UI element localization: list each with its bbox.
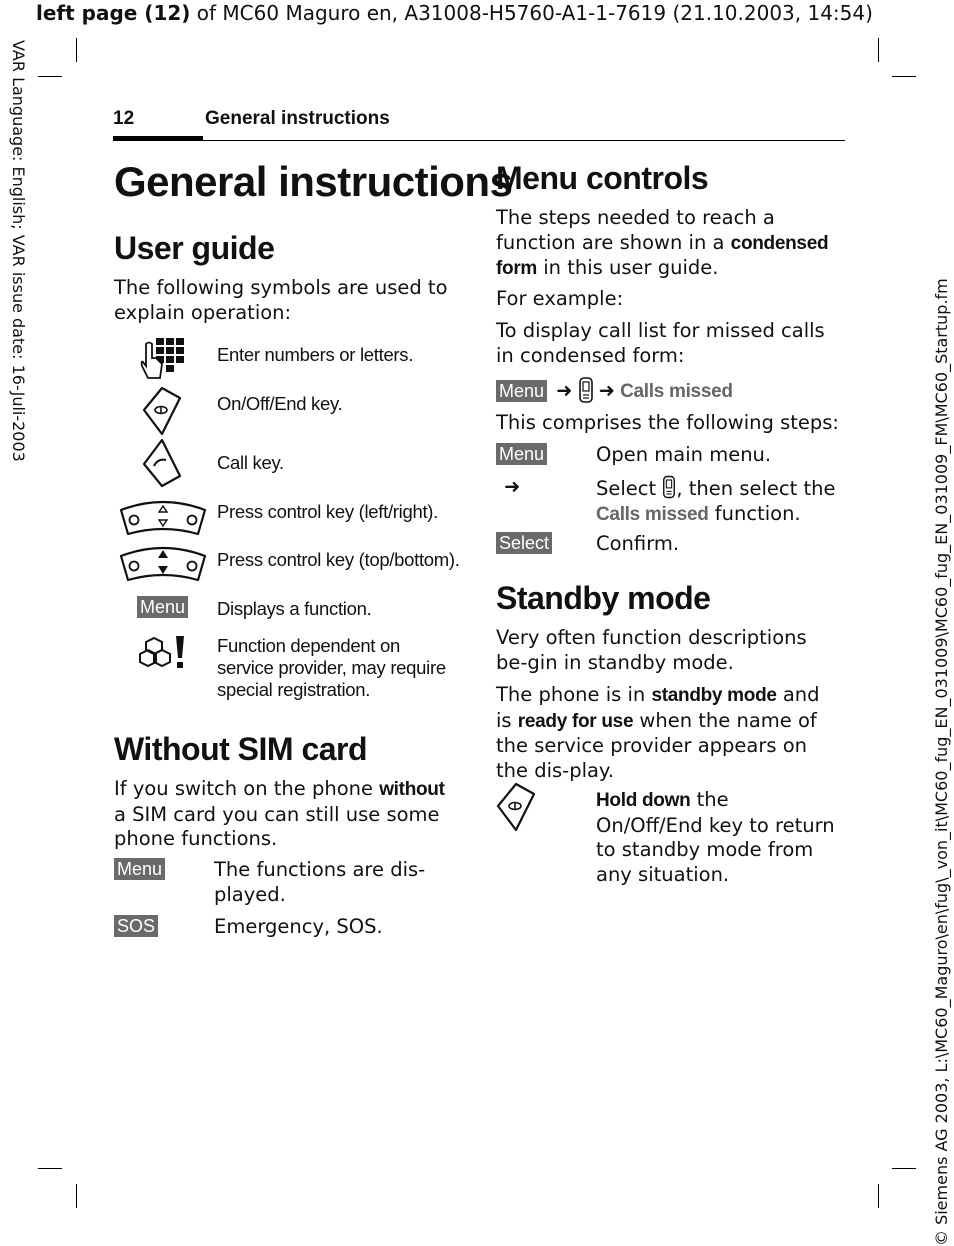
menu-softkey-symbol: [137, 596, 188, 618]
text-run: and is: [496, 683, 820, 732]
control-key-top-bottom-icon: [118, 544, 208, 586]
text-run: Select: [596, 477, 663, 500]
step-desc: Open main menu.: [596, 443, 772, 466]
text-run: the On/Off/End key to return to standby mode from any situation.: [596, 788, 835, 886]
step-arrow-icon: ➜: [504, 475, 521, 498]
symbol-desc: Enter numbers or letters.: [217, 344, 414, 365]
menu-controls-p3: To display call list for missed calls in condensed form:: [496, 319, 825, 367]
end-key-icon: [494, 782, 538, 832]
crop-mark: [38, 1168, 62, 1169]
symbol-desc: Displays a function.: [217, 598, 372, 619]
calls-missed-label: Calls missed: [596, 503, 709, 525]
provider-dependent-icon: [138, 634, 190, 672]
text-bold: Hold down: [596, 790, 691, 811]
crop-mark: [878, 38, 879, 62]
step-desc: Confirm.: [596, 532, 680, 555]
text-bold: condensed form: [496, 232, 829, 279]
text-run: in this user guide.: [537, 256, 719, 279]
menu-softkey-label: Menu: [496, 380, 547, 402]
arrow-icon: ➜: [556, 379, 573, 402]
print-header-bold: left page (12): [36, 1, 191, 25]
call-key-icon: [140, 438, 184, 488]
text-run: , then select the: [676, 477, 836, 500]
text-run: when the name of the service provider appears on the dis-play.: [496, 708, 817, 782]
missed-calls-list-icon: [662, 475, 676, 499]
without-sim-intro: [114, 777, 454, 852]
condensed-example: [496, 377, 733, 404]
standby-heading: Standby mode: [496, 580, 711, 616]
side-note-left-text: VAR Language: English; VAR issue date: 16-Juli-2003: [9, 40, 28, 462]
step-desc: [596, 475, 841, 527]
symbol-desc: Function dependent on service provider, may require special registration.: [217, 635, 446, 700]
menu-controls-p2: For example:: [496, 287, 624, 310]
arrow-icon: ➜: [598, 379, 615, 402]
crop-mark: [892, 76, 916, 77]
end-key-icon: [140, 386, 184, 436]
side-note-right-text: © Siemens AG 2003, L:\MC60_Maguro\en\fug\_von_it\MC60_fug_EN_031009\MC60_fug_EN_031009_FM\MC60_Startup.fm: [932, 278, 951, 1246]
step-menu-key: [496, 443, 547, 465]
side-note-left: [6, 40, 30, 480]
crop-mark: [76, 1184, 77, 1208]
menu-controls-p4: This comprises the following steps:: [496, 411, 839, 434]
softkey-label: Menu: [114, 858, 165, 880]
running-title: General instructions: [205, 108, 390, 129]
standby-p1: Very often function descriptions be-gin in standby mode.: [496, 626, 807, 674]
softkey-label: Select: [496, 532, 552, 554]
symbol-desc: Press control key (left/right).: [217, 501, 438, 522]
softkey-label: Menu: [496, 443, 547, 465]
missed-calls-list-icon: [578, 377, 594, 403]
text-bold: without: [379, 779, 445, 800]
crop-mark: [38, 76, 62, 77]
symbol-desc: Call key.: [217, 452, 284, 473]
page-number: 12: [113, 108, 135, 129]
crop-mark: [76, 38, 77, 62]
main-title: General instructions: [114, 158, 513, 205]
without-sim-heading: Without SIM card: [114, 731, 368, 767]
standby-hold-desc: [596, 788, 841, 887]
text-run: If you switch on the phone: [114, 777, 380, 800]
user-guide-heading: User guide: [114, 230, 275, 266]
keypad-icon: [140, 336, 186, 380]
step-select-key: [496, 532, 552, 554]
softkey-menu: [114, 858, 165, 880]
symbol-desc: On/Off/End key.: [217, 393, 343, 414]
side-note-right: [924, 230, 954, 1246]
standby-p2: [496, 683, 841, 783]
print-header-rest: of MC60 Maguro en, A31008-H5760-A1-1-7619 (21.10.2003, 14:54): [190, 1, 873, 25]
softkey-desc: Emergency, SOS.: [214, 915, 383, 938]
softkey-sos: [114, 915, 158, 937]
header-rule: [113, 140, 845, 141]
crop-mark: [878, 1184, 879, 1208]
text-bold: ready for use: [517, 710, 634, 732]
crop-mark: [892, 1168, 916, 1169]
text-run: The phone is in: [496, 683, 652, 706]
user-guide-intro: The following symbols are used to explain operation:: [114, 276, 448, 324]
print-header: [36, 1, 873, 25]
control-key-left-right-icon: [118, 498, 208, 540]
symbol-desc: Press control key (top/bottom).: [217, 549, 460, 570]
text-run: a SIM card you can still use some phone functions.: [114, 802, 440, 850]
menu-controls-p1: [496, 206, 841, 282]
softkey-desc: The functions are dis-played.: [214, 858, 426, 906]
softkey-label: SOS: [114, 915, 158, 937]
menu-softkey-label: Menu: [137, 596, 188, 618]
calls-missed-label: Calls missed: [620, 381, 733, 402]
text-run: function.: [708, 501, 801, 525]
text-run: The steps needed to reach a function are shown in a: [496, 206, 775, 254]
menu-controls-heading: Menu controls: [496, 160, 709, 196]
text-bold: standby mode: [651, 685, 777, 706]
